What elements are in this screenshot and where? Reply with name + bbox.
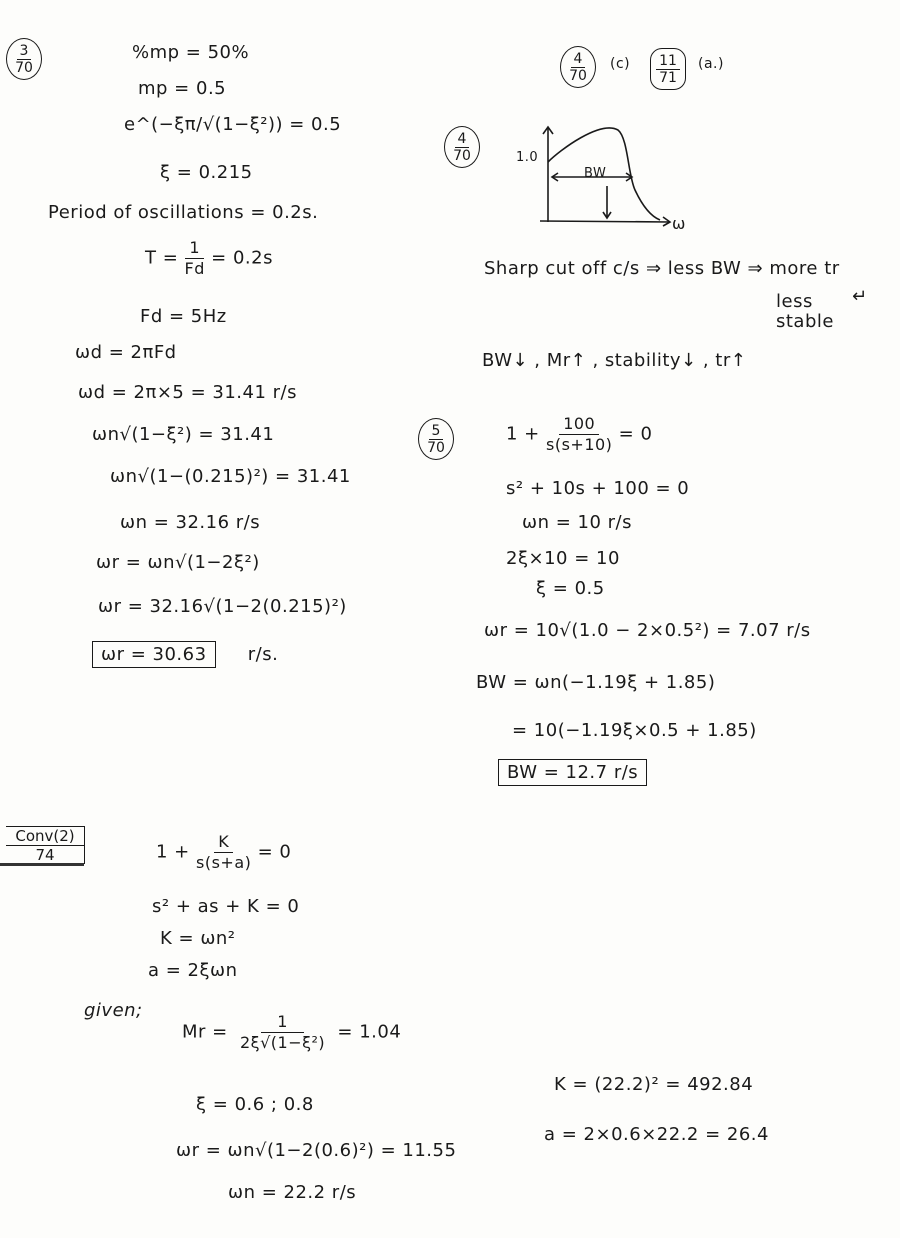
q4-line: Sharp cut off c/s ⇒ less BW ⇒ more tr bbox=[484, 258, 840, 279]
answer-a: (a.) bbox=[698, 56, 724, 72]
conv-line: a = 2ξωn bbox=[148, 960, 238, 981]
q3-line: ωn√(1−ξ²) = 31.41 bbox=[92, 424, 275, 445]
note-stable: stable bbox=[776, 311, 834, 332]
numerator: 1 bbox=[261, 1012, 304, 1033]
q5-result bbox=[498, 762, 647, 783]
q3-line: ωn√(1−(0.215)²) = 31.41 bbox=[110, 466, 351, 487]
question-badge-4-70 bbox=[444, 126, 480, 168]
conv-line: ωr = ωn√(1−2(0.6)²) = 11.55 bbox=[176, 1140, 457, 1161]
conv-label: Conv(2) bbox=[6, 827, 84, 846]
result-box: ωr = 30.63 bbox=[92, 641, 216, 668]
q3-line: ωr = ωn√(1−2ξ²) bbox=[96, 552, 260, 573]
q4-line: BW↓ , Mr↑ , stability↓ , tr↑ bbox=[482, 350, 747, 371]
q5-line: = 10(−1.19ξ×0.5 + 1.85) bbox=[512, 720, 757, 741]
fraction bbox=[240, 1012, 325, 1053]
badge-num: 5 bbox=[429, 423, 444, 440]
denominator: s(s+10) bbox=[546, 435, 613, 454]
conv-2-label bbox=[6, 826, 85, 864]
badge-num: 11 bbox=[656, 53, 680, 70]
conv-characteristic-equation bbox=[156, 832, 291, 873]
badge-den: 70 bbox=[15, 59, 33, 76]
numerator: 100 bbox=[559, 414, 599, 435]
return-arrow-icon: ↵ bbox=[852, 286, 868, 307]
badge-num: 4 bbox=[571, 51, 586, 68]
numerator: 1 bbox=[185, 238, 204, 259]
badge-den: 70 bbox=[453, 147, 471, 164]
note-less: less bbox=[776, 291, 813, 312]
eq-post: = 0 bbox=[618, 423, 653, 445]
q5-line: ξ = 0.5 bbox=[536, 578, 605, 599]
result-box: BW = 12.7 r/s bbox=[498, 759, 647, 786]
badge-num: 3 bbox=[17, 43, 32, 60]
conv-line: ωn = 22.2 r/s bbox=[228, 1182, 357, 1203]
conv-line: s² + as + K = 0 bbox=[152, 896, 300, 917]
question-badge-4-70 bbox=[560, 46, 596, 88]
mr-equation bbox=[182, 1012, 401, 1053]
q3-line: %mp = 50% bbox=[132, 42, 250, 63]
fraction bbox=[185, 238, 205, 279]
result-unit: r/s. bbox=[247, 644, 279, 665]
question-badge-11-71 bbox=[650, 48, 686, 90]
q3-line: Period of oscillations = 0.2s. bbox=[48, 202, 319, 223]
graph-y-label: 1.0 bbox=[516, 150, 539, 165]
t-lhs: T = bbox=[145, 247, 179, 269]
fraction bbox=[196, 832, 251, 873]
q5-line: BW = ωn(−1.19ξ + 1.85) bbox=[476, 672, 716, 693]
conv-line: K = ωn² bbox=[160, 928, 236, 949]
answer-c: (c) bbox=[610, 56, 631, 72]
x-axis bbox=[540, 221, 670, 222]
mr-lhs: Mr = bbox=[182, 1021, 228, 1043]
q3-line: ωn = 32.16 r/s bbox=[120, 512, 261, 533]
q3-result bbox=[92, 644, 278, 665]
eq-pre: 1 + bbox=[156, 841, 190, 863]
conv-right-line: K = (22.2)² = 492.84 bbox=[554, 1074, 754, 1095]
badge-den: 71 bbox=[659, 69, 677, 86]
q3-line: mp = 0.5 bbox=[138, 78, 227, 99]
q3-line: Fd = 5Hz bbox=[140, 306, 227, 327]
eq-pre: 1 + bbox=[506, 423, 540, 445]
q3-line: ξ = 0.215 bbox=[160, 162, 253, 183]
q5-line: 2ξ×10 = 10 bbox=[506, 548, 620, 569]
q5-line: ωr = 10√(1.0 − 2×0.5²) = 7.07 r/s bbox=[484, 620, 811, 641]
fraction bbox=[546, 414, 612, 455]
numerator: K bbox=[214, 832, 233, 853]
denominator: 2ξ√(1−ξ²) bbox=[239, 1033, 326, 1052]
q3-line: ωd = 2π×5 = 31.41 r/s bbox=[78, 382, 297, 403]
question-badge-5-70 bbox=[418, 418, 454, 460]
q4-note bbox=[776, 292, 834, 332]
t-rhs: = 0.2s bbox=[211, 247, 273, 269]
question-badge-3-70 bbox=[6, 38, 42, 80]
denominator: Fd bbox=[184, 259, 205, 278]
conv-right-line: a = 2×0.6×22.2 = 26.4 bbox=[544, 1124, 769, 1145]
graph-x-label: ω bbox=[672, 214, 686, 233]
q3-line: ωr = 32.16√(1−2(0.215)²) bbox=[98, 596, 347, 617]
q3-period-equation bbox=[145, 238, 273, 279]
eq-post: = 0 bbox=[257, 841, 292, 863]
denominator: s(s+a) bbox=[196, 853, 252, 872]
mr-rhs: = 1.04 bbox=[337, 1021, 402, 1043]
badge-den: 70 bbox=[569, 67, 587, 84]
q3-line: ωd = 2πFd bbox=[75, 342, 177, 363]
graph-bw-label: BW bbox=[584, 166, 607, 181]
badge-den: 70 bbox=[427, 439, 445, 456]
conv-line: ξ = 0.6 ; 0.8 bbox=[196, 1094, 314, 1115]
q5-line: s² + 10s + 100 = 0 bbox=[506, 478, 690, 499]
given-label: given; bbox=[84, 1000, 143, 1021]
q5-line: ωn = 10 r/s bbox=[522, 512, 632, 533]
badge-num: 4 bbox=[455, 131, 470, 148]
q5-characteristic-equation bbox=[506, 414, 652, 455]
q3-line: e^(−ξπ/√(1−ξ²)) = 0.5 bbox=[124, 114, 342, 135]
conv-num: 74 bbox=[35, 846, 55, 864]
